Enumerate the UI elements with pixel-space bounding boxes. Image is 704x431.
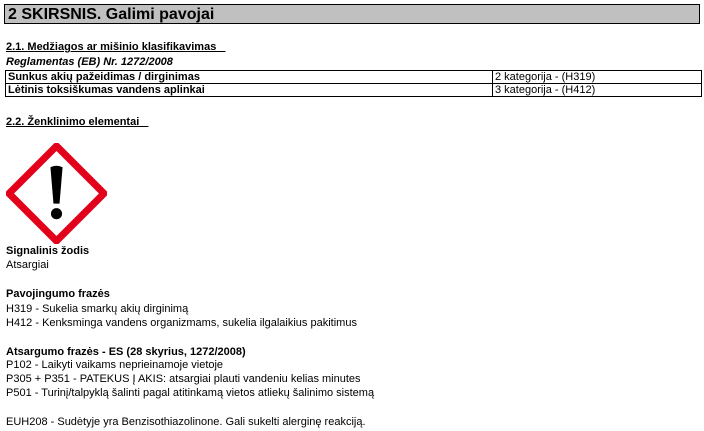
table-row [6, 71, 702, 84]
signal-word-label: Signalinis žodis [6, 245, 90, 257]
precautionary-statement: P102 - Laikyti vaikams neprieinamoje vietoje [6, 359, 224, 371]
euh-statement: EUH208 - Sudėtyje yra Benzisothiazolinone. Gali sukelti alerginę reakciją. [6, 416, 366, 428]
hazard-statements-title: Pavojingumo frazės [6, 288, 110, 300]
precautionary-title: Atsargumo frazės - ES (28 skyrius, 1272/2008) [6, 346, 246, 358]
classification-table [5, 70, 702, 97]
classification-heading: 2.1. Medžiagos ar mišinio klasifikavimas [6, 41, 226, 53]
hazard-category-cell: 3 kategorija - (H412) [493, 84, 702, 97]
labelling-heading: 2.2. Ženklinimo elementai [6, 116, 149, 128]
hazard-category-cell: 2 kategorija - (H319) [493, 71, 702, 84]
hazard-statement: H319 - Sukelia smarkų akių dirginimą [6, 303, 189, 315]
section-header [4, 4, 700, 24]
signal-word-value: Atsargiai [6, 259, 49, 271]
section-title: 2 SKIRSNIS. Galimi pavojai [8, 6, 215, 23]
precautionary-statement: P501 - Turinį/talpyklą šalinti pagal atitinkamą vietos atliekų šalinimo sistemą [6, 387, 375, 399]
precautionary-statement: P305 + P351 - PATEKUS Į AKIS: atsargiai plauti vandeniu kelias minutes [6, 373, 361, 385]
table-row [6, 84, 702, 97]
regulation-label: Reglamentas (EB) Nr. 1272/2008 [6, 56, 173, 68]
exclamation-mark-pictogram-icon [6, 143, 107, 244]
hazard-class-cell: Lėtinis toksiškumas vandens aplinkai [6, 84, 493, 97]
hazard-class-cell: Sunkus akių pažeidimas / dirginimas [6, 71, 493, 84]
hazard-statement: H412 - Kenksminga vandens organizmams, sukelia ilgalaikius pakitimus [6, 317, 357, 329]
